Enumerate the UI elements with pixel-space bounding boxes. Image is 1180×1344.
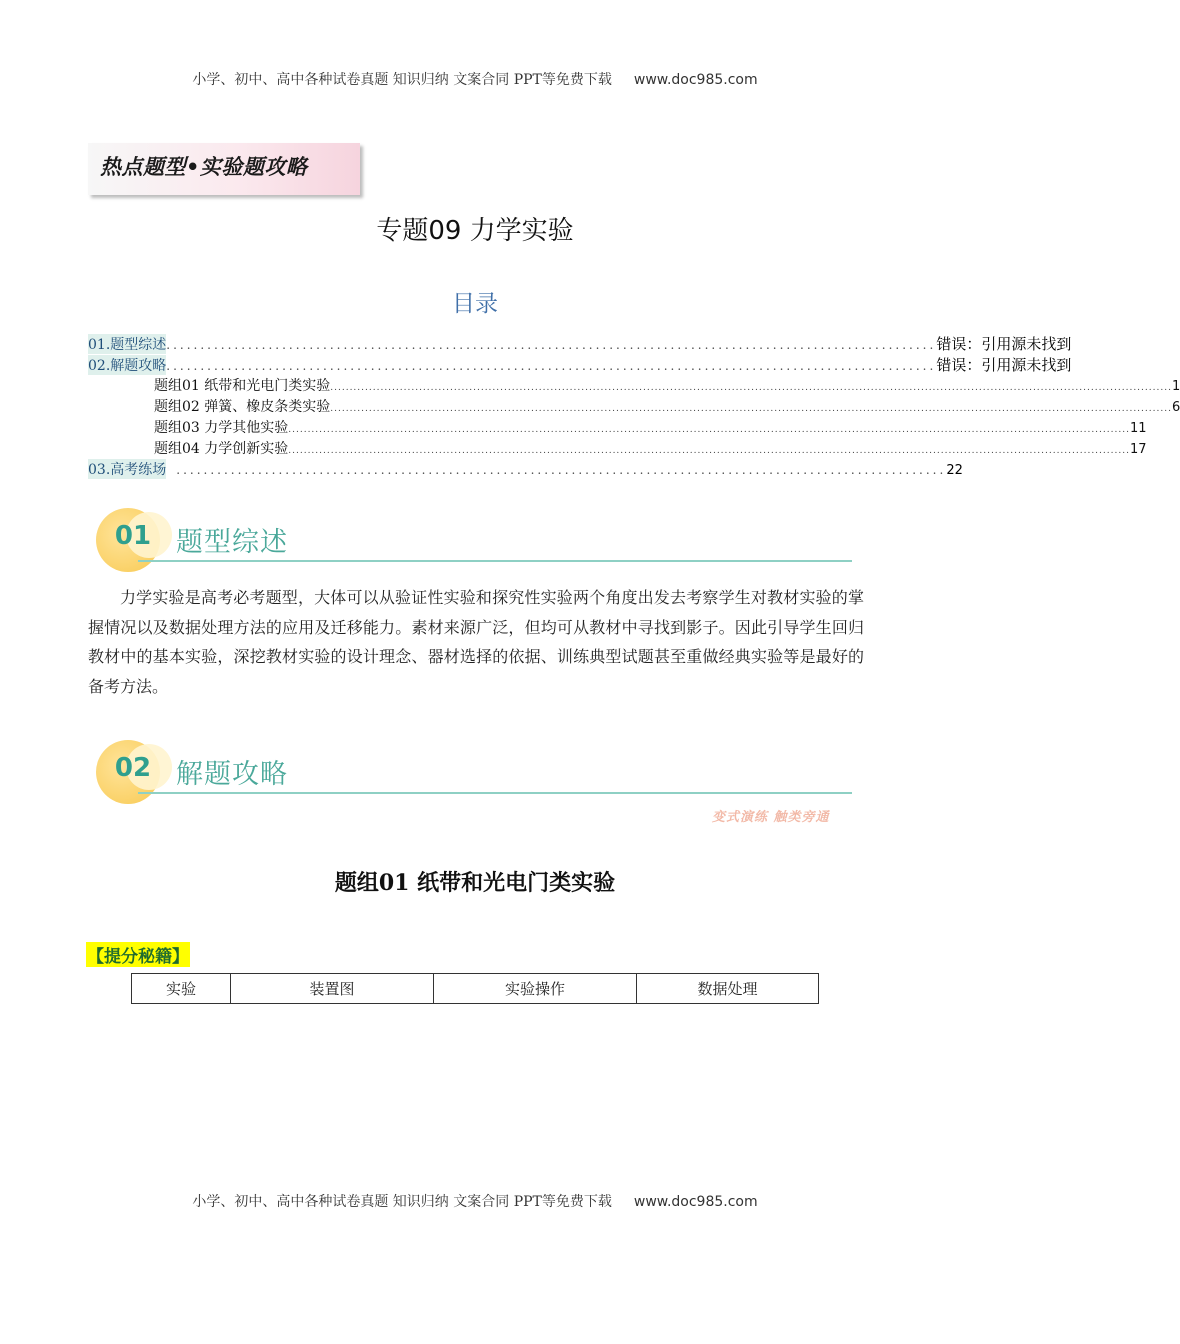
toc-item-group-01[interactable] — [154, 375, 1180, 395]
group-title: 题组01 纸带和光电门类实验 — [334, 870, 616, 896]
topic-banner — [88, 143, 360, 195]
footer-url[interactable]: www.doc985.com — [633, 1194, 758, 1210]
page-footer — [0, 1191, 950, 1211]
section-title: 解题攻略 — [176, 759, 288, 790]
section-divider — [138, 792, 852, 794]
toc-item-overview[interactable] — [88, 333, 1072, 354]
table-header-cell: 数据处理 — [637, 974, 819, 1004]
toc-item-label: 题组02 弹簧、橡皮条类实验 — [154, 399, 331, 415]
toc-item-group-02[interactable] — [154, 396, 1180, 416]
toc-leader: .......................................................................................................................................................................................................................... — [288, 425, 1130, 435]
header-text: 小学、初中、高中各种试卷真题 知识归纳 文案合同 PPT等免费下载 — [192, 72, 612, 88]
toc-item-page: 11 — [1129, 421, 1147, 436]
toc-item-page: 17 — [1129, 442, 1147, 457]
toc-item-label: 题组03 力学其他实验 — [154, 420, 289, 436]
toc-item-label: 题组04 力学创新实验 — [154, 441, 289, 457]
footer-text: 小学、初中、高中各种试卷真题 知识归纳 文案合同 PPT等免费下载 — [192, 1194, 612, 1210]
toc-item-page: 6 — [1171, 400, 1180, 415]
tip-label: 【提分秘籍】 — [86, 942, 190, 967]
toc-leader: .......................................................................................................................................................................................................................... — [330, 383, 1172, 393]
tagline: 变式演练 触类旁通 — [712, 810, 830, 825]
toc-item-group-03[interactable] — [154, 417, 1147, 437]
toc-item-page: 1 — [1171, 379, 1180, 394]
section-header-overview — [92, 504, 852, 584]
toc-item-label: 题组01 纸带和光电门类实验 — [154, 378, 331, 394]
toc-item-strategy[interactable] — [88, 354, 1072, 375]
toc-leader: ................................................................................................................. — [176, 463, 947, 477]
toc-leader: .......................................................................................................................................................................................................................... — [288, 446, 1130, 456]
toc-title: 目录 — [452, 291, 498, 317]
section-number: 01 — [114, 521, 152, 551]
table-header-cell: 装置图 — [231, 974, 434, 1004]
header-url[interactable]: www.doc985.com — [633, 72, 758, 88]
table-header-row — [132, 974, 819, 1004]
document-title: 专题09 力学实验 — [376, 216, 574, 246]
section-divider — [138, 560, 852, 562]
page-header — [0, 69, 950, 89]
toc-item-label: 01.题型综述 — [88, 334, 166, 354]
experiment-table — [131, 973, 819, 1004]
toc-item-page: 错误：引用源未找到 — [936, 356, 1072, 374]
section-header-strategy — [92, 736, 852, 816]
toc-leader: .......................................................................................................................................................................................................................... — [330, 404, 1172, 414]
toc-item-label: 03.高考练场 — [88, 459, 166, 479]
table-header-cell: 实验操作 — [434, 974, 637, 1004]
section-title: 题型综述 — [176, 527, 288, 558]
section-number: 02 — [114, 753, 152, 783]
toc-item-label: 02.解题攻略 — [88, 355, 166, 375]
toc-item-page: 22 — [946, 463, 963, 478]
toc-item-practice[interactable] — [88, 459, 963, 479]
banner-label: 热点题型•实验题攻略 — [100, 155, 308, 179]
toc-leader: ................................................................................................................. — [166, 338, 937, 352]
toc-leader: ................................................................................................................. — [166, 359, 937, 373]
overview-paragraph: 力学实验是高考必考题型，大体可以从验证性实验和探究性实验两个角度出发去考察学生对教材实验的掌握情况以及数据处理方法的应用及迁移能力。素材来源广泛，但均可从教材中寻找到影子。因此引导学生回归教材中的基本实验，深挖教材实验的设计理念、器材选择的依据、训练典型试题甚至重做经典实验等是最好的备考方法。 — [88, 588, 864, 696]
toc-item-page: 错误：引用源未找到 — [936, 335, 1072, 353]
toc-item-group-04[interactable] — [154, 438, 1147, 458]
table-header-cell: 实验 — [132, 974, 231, 1004]
